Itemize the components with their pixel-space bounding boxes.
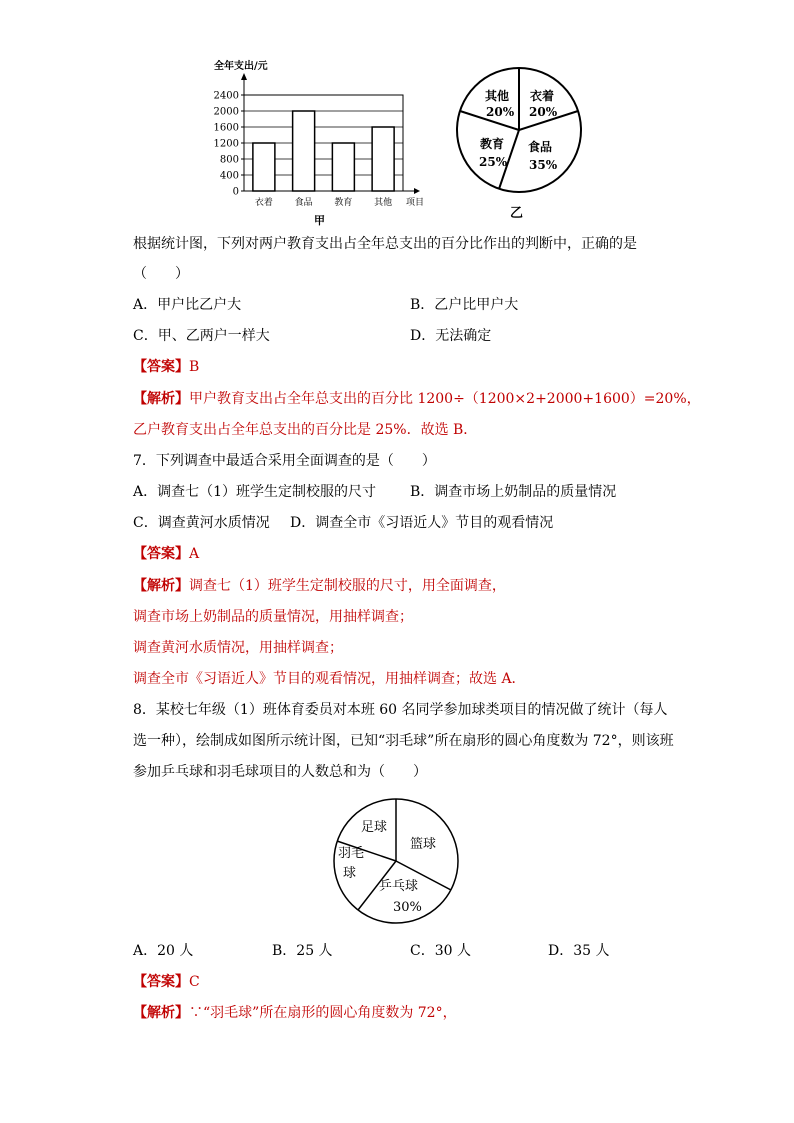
figure-jia — [196, 52, 436, 227]
y-tick-label: 1200 — [213, 138, 239, 150]
q7-option-c: C．调查黄河水质情况 — [133, 515, 270, 531]
figure-caption-yi: 乙 — [510, 206, 524, 221]
y-tick-label: 0 — [232, 186, 239, 198]
q8-option-c: C．30 人 — [410, 943, 471, 959]
x-tick-label: 其他 — [374, 198, 393, 208]
analysis-tag: 【解析】 — [133, 578, 189, 594]
bar — [253, 143, 275, 191]
bar-chart-jia — [196, 52, 436, 227]
q8-option-a: A．20 人 — [133, 943, 194, 959]
pie-label: 衣着 — [530, 89, 555, 103]
q8-stem-line2: 选一种），绘制成如图所示统计图，已知“羽毛球”所在扇形的圆心角度数为 72°，则该班 — [133, 733, 674, 749]
answer-value: A — [189, 546, 200, 562]
q6-option-d: D．无法确定 — [410, 328, 492, 344]
bar — [332, 143, 354, 191]
pie-percent: 35% — [529, 158, 558, 172]
q6-stem-line1: 根据统计图，下列对两户教育支出占全年总支出的百分比作出的判断中，正确的是 — [133, 236, 637, 252]
pie-label-pingpong: 乒乓球 — [379, 879, 419, 894]
pie-chart-yi — [452, 65, 592, 225]
pie-percent: 20% — [486, 105, 515, 119]
pie-chart-q8 — [330, 796, 462, 926]
q7-answer — [133, 544, 199, 564]
q7-analysis-line4: 调查全市《习语近人》节目的观看情况，用抽样调查；故选 A． — [133, 671, 526, 687]
q7-analysis-line3: 调查黄河水质情况，用抽样调查； — [133, 640, 343, 656]
q6-analysis-line1 — [133, 389, 701, 409]
q8-analysis-line1 — [133, 1003, 457, 1023]
q7-analysis-line2: 调查市场上奶制品的质量情况，用抽样调查； — [133, 609, 413, 625]
figure-caption-jia: 甲 — [314, 214, 325, 227]
q8-stem-line3: 参加乒乓球和羽毛球项目的人数总和为（ ） — [133, 764, 427, 780]
pie-label-badminton: 球 — [343, 866, 357, 881]
x-tick-label: 食品 — [294, 198, 313, 208]
q6-analysis-line2: 乙户教育支出占全年总支出的百分比是 25%．故选 B． — [133, 422, 478, 438]
q7-option-d: D．调查全市《习语近人》节目的观看情况 — [290, 515, 554, 531]
q8-option-b: B．25 人 — [272, 943, 333, 959]
x-axis-label: 项目 — [406, 198, 425, 208]
analysis-text: 调查七（1）班学生定制校服的尺寸，用全面调查， — [189, 578, 506, 594]
analysis-tag: 【解析】 — [133, 391, 189, 407]
y-tick-label: 400 — [219, 170, 239, 182]
y-axis-arrow — [241, 73, 247, 80]
pie-label-badminton: 羽毛 — [338, 846, 365, 861]
y-axis-label: 全年支出/元 — [214, 61, 268, 72]
q6-option-b: B．乙户比甲户大 — [410, 297, 519, 313]
answer-tag: 【答案】 — [133, 974, 189, 990]
q6-answer — [133, 357, 199, 377]
pie-percent-pingpong: 30% — [393, 900, 422, 915]
bar — [372, 127, 394, 191]
q8-option-d: D．35 人 — [548, 943, 610, 959]
pie-percent: 25% — [479, 155, 508, 169]
x-tick-label: 教育 — [334, 198, 353, 208]
q7-option-b: B．调查市场上奶制品的质量情况 — [410, 484, 617, 500]
pie-label: 其他 — [485, 89, 510, 103]
pie-percent: 20% — [529, 105, 558, 119]
pie-label: 教育 — [480, 137, 505, 151]
analysis-tag: 【解析】 — [133, 1005, 189, 1021]
figure-yi — [452, 65, 592, 225]
q7-analysis-line1 — [133, 576, 506, 596]
q6-option-c: C．甲、乙两户一样大 — [133, 328, 270, 344]
y-tick-label: 2000 — [213, 106, 239, 118]
y-tick-label: 800 — [219, 154, 239, 166]
pie-label-basketball: 篮球 — [410, 837, 437, 852]
figure-q8 — [330, 796, 462, 926]
q7-stem: 7．下列调查中最适合采用全面调查的是（ ） — [133, 453, 436, 469]
bar — [293, 111, 315, 191]
x-tick-label: 衣着 — [254, 198, 273, 208]
y-tick-label: 2400 — [213, 90, 239, 102]
y-tick-label: 1600 — [213, 122, 239, 134]
q8-answer — [133, 972, 200, 992]
x-axis-arrow — [414, 188, 420, 194]
q7-option-a: A．调查七（1）班学生定制校服的尺寸 — [133, 484, 377, 500]
q6-stem-line2: （ ） — [133, 266, 189, 282]
q8-stem-line1: 8．某校七年级（1）班体育委员对本班 60 名同学参加球类项目的情况做了统计（每人 — [133, 702, 668, 718]
answer-tag: 【答案】 — [133, 359, 189, 375]
answer-tag: 【答案】 — [133, 546, 189, 562]
answer-value: C — [189, 974, 200, 990]
analysis-text: ∵“羽毛球”所在扇形的圆心角度数为 72°， — [189, 1005, 457, 1021]
q6-option-a: A．甲户比乙户大 — [133, 297, 242, 313]
answer-value: B — [189, 359, 200, 375]
pie-label: 食品 — [528, 140, 553, 154]
analysis-text: 甲户教育支出占全年总支出的百分比 1200÷（1200×2+2000+1600）=20%， — [189, 391, 701, 407]
pie-label-football: 足球 — [361, 820, 388, 835]
